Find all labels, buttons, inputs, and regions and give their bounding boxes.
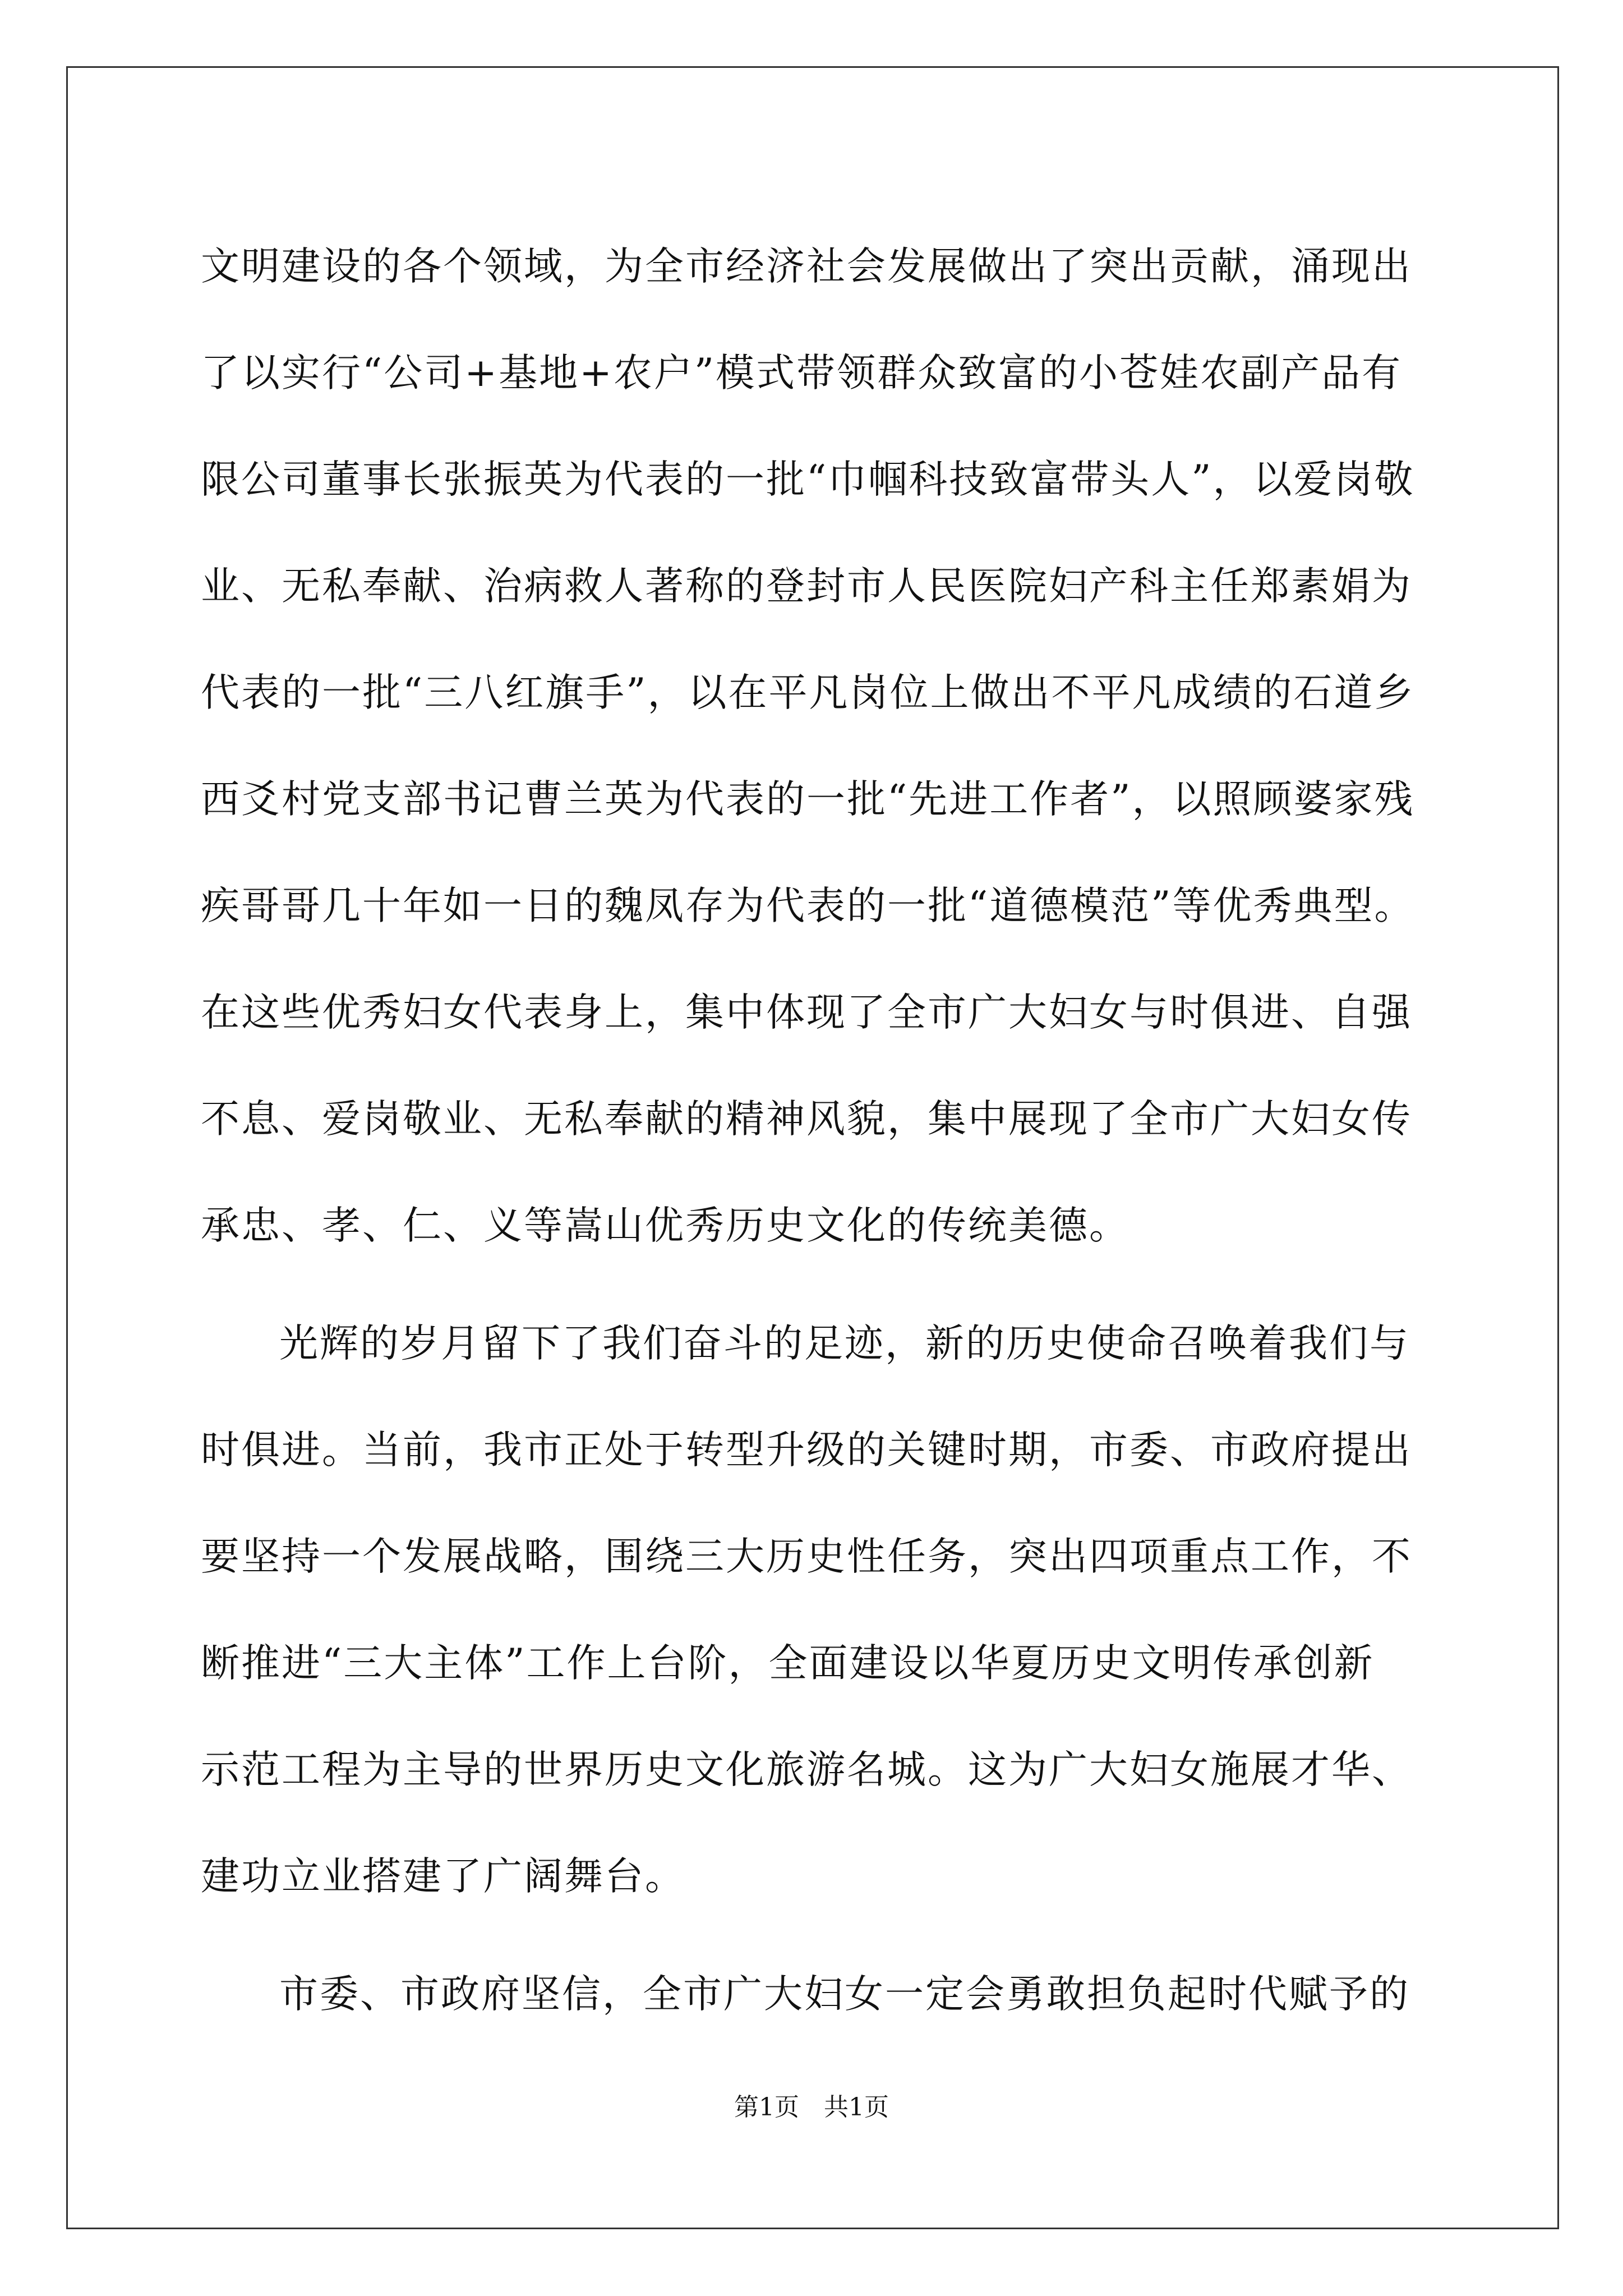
text-line: 示范工程为主导的世界历史文化旅游名城。这为广大妇女施展才华、 [201, 1747, 1412, 1792]
text-line: 文明建设的各个领域，为全市经济社会发展做出了突出贡献，涌现出 [201, 244, 1412, 289]
text-line: 业、无私奉献、治病救人著称的登封市人民医院妇产科主任郑素娟为 [201, 564, 1412, 609]
text-line: 市委、市政府坚信，全市广大妇女一定会勇敢担负起时代赋予的 [279, 1972, 1410, 2017]
text-line: 要坚持一个发展战略，围绕三大历史性任务，突出四项重点工作，不 [201, 1534, 1412, 1579]
paragraph-1 [201, 213, 1435, 1279]
paragraph-gap [201, 1930, 1435, 1941]
paragraph-3 [201, 1941, 1435, 2047]
text-line: 在这些优秀妇女代表身上，集中体现了全市广大妇女与时俱进、自强 [201, 990, 1412, 1035]
text-line: 建功立业搭建了广阔舞台。 [201, 1854, 685, 1899]
page-number-footer: 第1页 共1页 [734, 2093, 889, 2122]
text-line: 光辉的岁月留下了我们奋斗的足迹，新的历史使命召唤着我们与 [279, 1321, 1410, 1366]
paragraph-gap [201, 1279, 1435, 1290]
text-line: 承忠、孝、仁、义等嵩山优秀历史文化的传统美德。 [201, 1203, 1129, 1248]
text-line: 限公司董事长张振英为代表的一批“巾帼科技致富带头人”，以爱岗敬 [201, 457, 1415, 502]
text-line: 了以实行“公司+基地+农户”模式带领群众致富的小苍娃农副产品有 [201, 351, 1403, 395]
text-line: 疾哥哥几十年如一日的魏凤存为代表的一批“道德模范”等优秀典型。 [201, 884, 1415, 928]
text-line: 代表的一批“三八红旗手”，以在平凡岗位上做出不平凡成绩的石道乡 [201, 670, 1415, 715]
document-body [201, 213, 1435, 2047]
text-line: 时俱进。当前，我市正处于转型升级的关键时期，市委、市政府提出 [201, 1428, 1412, 1473]
text-line: 断推进“三大主体”工作上台阶，全面建设以华夏历史文明传承创新 [201, 1641, 1375, 1686]
text-line: 不息、爱岗敬业、无私奉献的精神风貌，集中展现了全市广大妇女传 [201, 1097, 1412, 1142]
paragraph-2 [201, 1290, 1435, 1930]
text-line: 西爻村党支部书记曹兰英为代表的一批“先进工作者”，以照顾婆家残 [201, 777, 1415, 822]
